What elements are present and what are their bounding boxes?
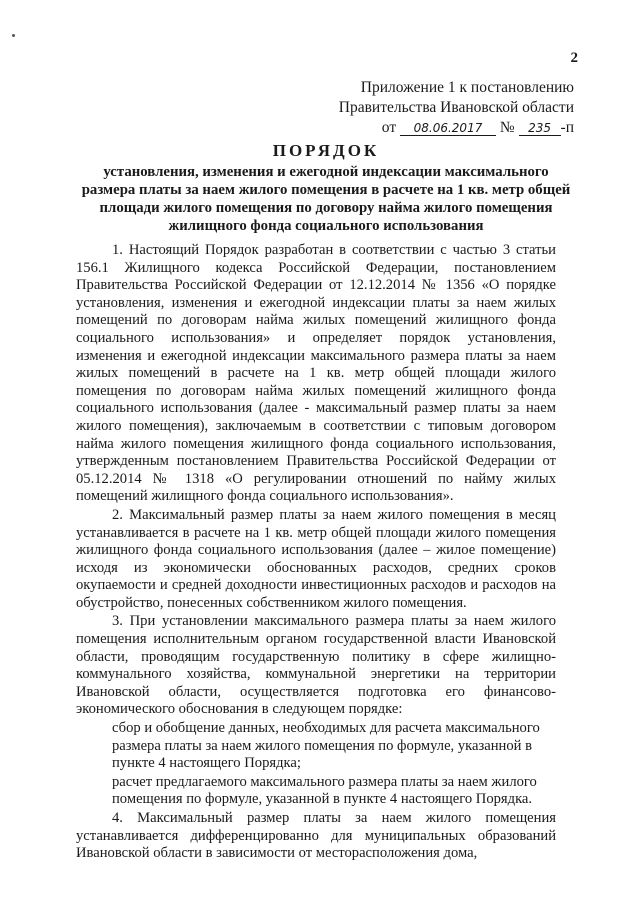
paragraph-2: 2. Максимальный размер платы за наем жилого помещения в месяц устанавливается в расчете на 1 кв. метр общей площади жилого помещения жилищного фонда социального использования (далее – жилое помещение) исходя из экономически обоснованных расходов, средних сроков окупаемости и средней доходности инвестиционных расходов и расходов на обустройство, понесенных собственником жилого помещения. bbox=[76, 506, 556, 611]
appendix-date-line bbox=[339, 118, 574, 138]
appendix-line-2: Правительства Ивановской области bbox=[338, 99, 574, 116]
handwritten-date: 08.06.2017 bbox=[400, 121, 496, 136]
handwritten-number: 235 bbox=[519, 121, 561, 136]
appendix-header bbox=[339, 78, 574, 138]
scan-speck bbox=[12, 34, 15, 37]
document-title: ПОРЯДОК bbox=[272, 141, 380, 160]
page-number: 2 bbox=[570, 50, 578, 66]
paragraph-3: 3. При установлении максимального размера платы за наем жилого помещения исполнительным органом государственной власти Ивановской области, проводящим государственную политику в сфере жилищно-коммунального хозяйства, коммунальной энергетики на территории Ивановской области, осуществляется подготовка его финансово-экономического обоснования в следующем порядке: bbox=[76, 613, 556, 718]
paragraph-4: 4. Максимальный размер платы за наем жилого помещения устанавливается дифференцированно для муниципальных образований Ивановской области в зависимости от месторасположения дома, bbox=[76, 810, 556, 862]
paragraph-3-item-2: расчет предлагаемого максимального размера платы за наем жилого помещения по формуле, указанной в пункте 4 настоящего Порядка. bbox=[112, 773, 537, 808]
paragraph-1: 1. Настоящий Порядок разработан в соответствии с частью 3 статьи 156.1 Жилищного кодекса Российской Федерации, постановлением Правительства Российской Федерации от 12.12.2014 № 1356 «О порядке установления, изменения и ежегодной индексации платы за наем жилых помещений по договорам найма жилых помещений жилищного фонда социального использования» и определяет порядок установления, изменения и ежегодной индексации максимального размера платы за наем жилых помещений в расчете на 1 кв. метр общей площади жилого помещения по договорам найма жилых помещений жилищного фонда социального использования (далее - максимальный размер платы за наем жилого помещения), заключаемым в соответствии с типовым договором найма жилого помещения жилищного фонда социального использования, утвержденным постановлением Правительства Российской Федерации от 05.12.2014 № 1318 «О регулировании отношений по найму жилых помещений жилищного фонда социального использования». bbox=[76, 242, 556, 505]
from-label: от bbox=[381, 119, 397, 136]
document-subtitle: установления, изменения и ежегодной индексации максимального размера платы за наем жилого помещения в расчете на 1 кв. метр общей площади жилого помещения по договору найма жилого помещения жилищного фонда социального использования bbox=[81, 164, 571, 234]
document-body bbox=[76, 242, 556, 864]
paragraph-3-item-1: сбор и обобщение данных, необходимых для расчета максимального размера платы за наем жилого помещения по формуле, указанной в пункте 4 настоящего Порядка; bbox=[112, 720, 540, 772]
number-label: № bbox=[499, 119, 515, 136]
document-title-block bbox=[76, 141, 576, 235]
appendix-line-1: Приложение 1 к постановлению bbox=[360, 79, 574, 96]
number-suffix: -п bbox=[560, 119, 574, 136]
